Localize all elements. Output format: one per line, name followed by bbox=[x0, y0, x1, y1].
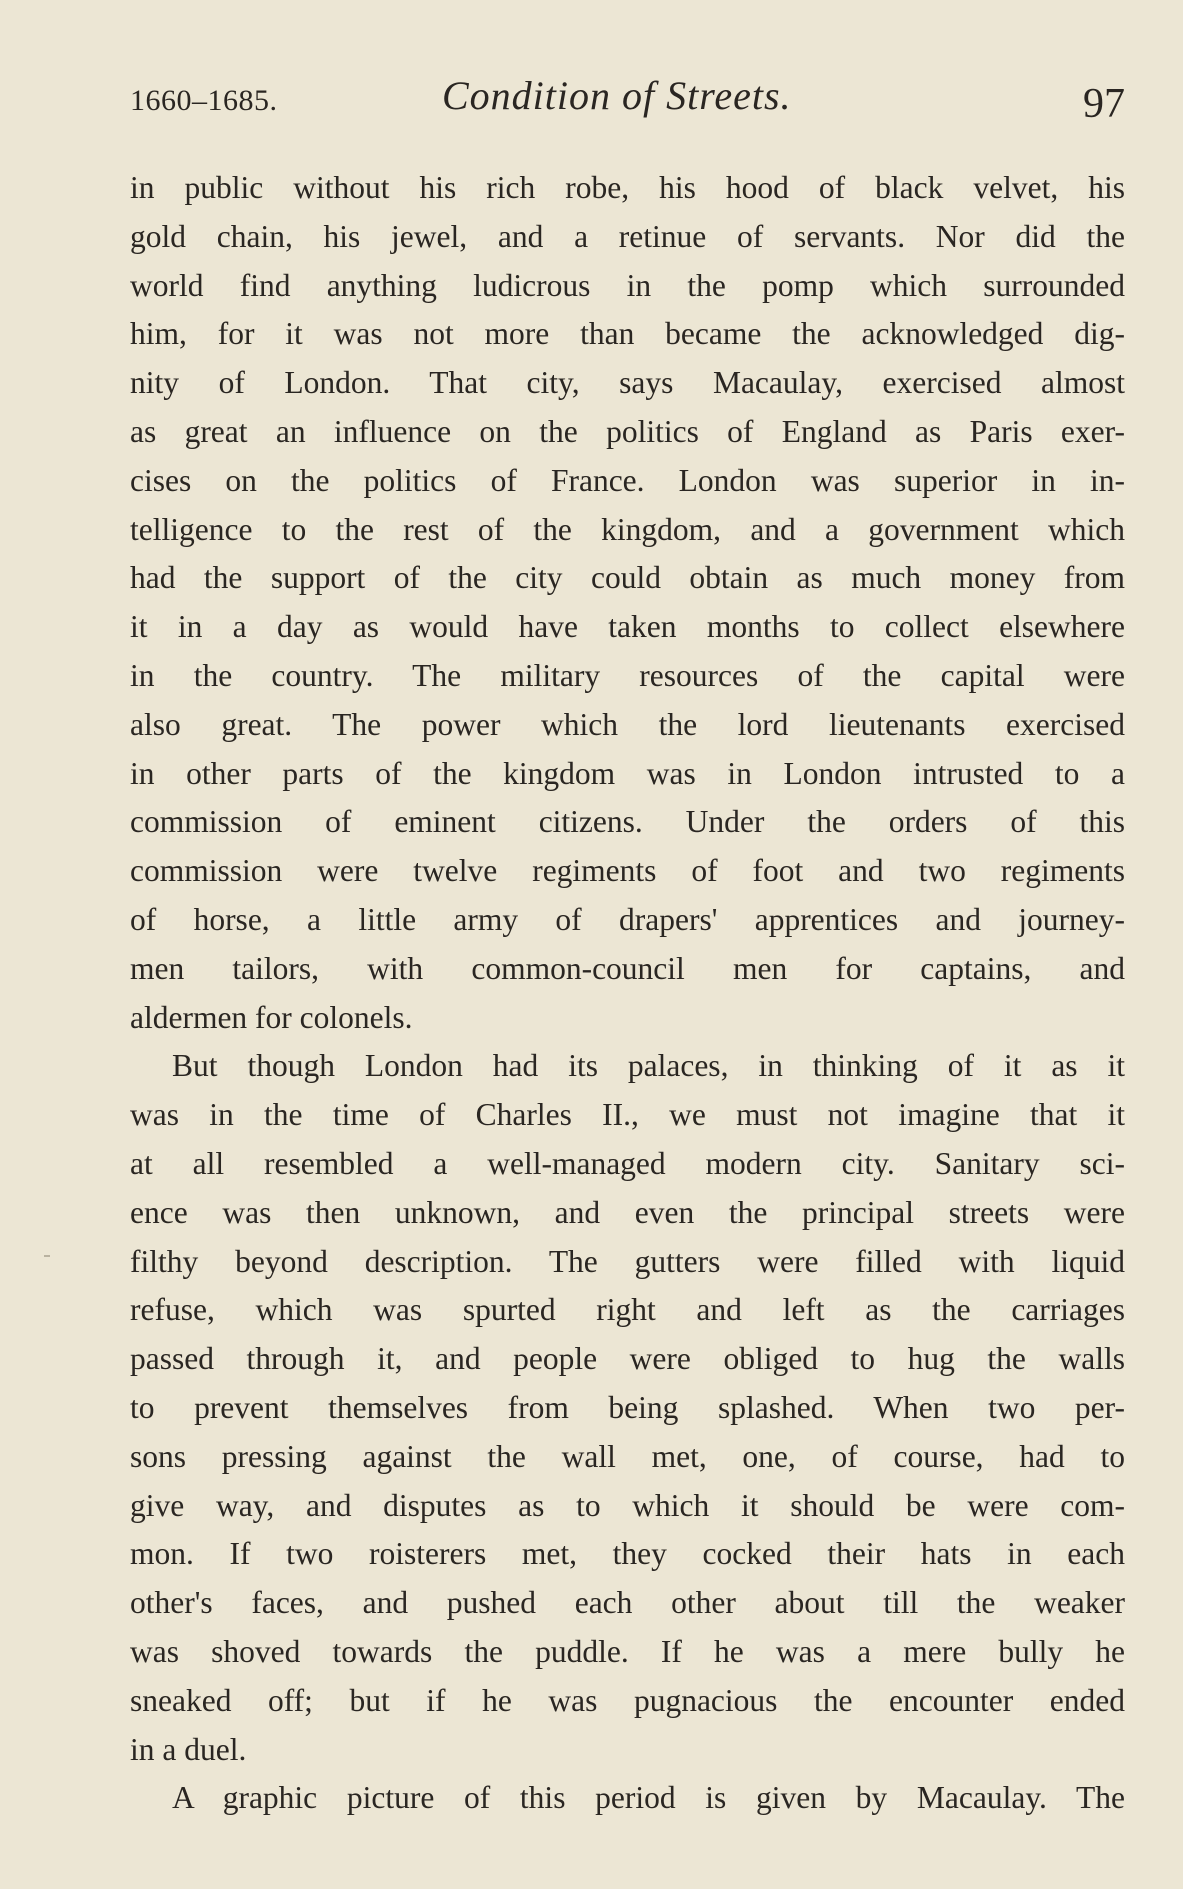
text-line: as great an influence on the politics of England as Paris exer- bbox=[130, 413, 1125, 449]
running-head bbox=[130, 70, 1125, 130]
text-line: in the country. The military resources of the capital were bbox=[130, 657, 1125, 693]
text-line: also great. The power which the lord lieutenants exercised bbox=[130, 706, 1125, 742]
text-line: world find anything ludicrous in the pomp which surrounded bbox=[130, 267, 1125, 303]
text-line: men tailors, with common-council men for captains, and bbox=[130, 950, 1125, 986]
header-dates: 1660–1685. bbox=[130, 84, 278, 117]
body-text bbox=[130, 164, 1125, 1823]
text-line: cises on the politics of France. London was superior in in- bbox=[130, 462, 1125, 498]
paragraph-end-line: aldermen for colonels. bbox=[130, 999, 413, 1035]
text-line: it in a day as would have taken months to collect elsewhere bbox=[130, 609, 1125, 645]
text-line: ence was then unknown, and even the principal streets were bbox=[130, 1194, 1125, 1230]
text-line: in public without his rich robe, his hood of black velvet, his bbox=[130, 170, 1125, 205]
text-line: gold chain, his jewel, and a retinue of servants. Nor did the bbox=[130, 218, 1125, 254]
text-line: at all resembled a well-managed modern city. Sanitary sci- bbox=[130, 1145, 1125, 1181]
text-line: had the support of the city could obtain as much money from bbox=[130, 560, 1125, 596]
text-line: sneaked off; but if he was pugnacious the encounter ended bbox=[130, 1682, 1125, 1718]
text-line: mon. If two roisterers met, they cocked their hats in each bbox=[130, 1536, 1125, 1572]
margin-mark bbox=[44, 1255, 50, 1257]
paragraph-start-line: But though London had its palaces, in thinking of it as it bbox=[172, 1048, 1125, 1084]
text-line: filthy beyond description. The gutters were filled with liquid bbox=[130, 1243, 1125, 1279]
text-line: was in the time of Charles II., we must not imagine that it bbox=[130, 1097, 1125, 1133]
text-line: in other parts of the kingdom was in London intrusted to a bbox=[130, 755, 1125, 791]
text-line: other's faces, and pushed each other about till the weaker bbox=[130, 1585, 1125, 1621]
text-line: to prevent themselves from being splashed. When two per- bbox=[130, 1389, 1125, 1425]
text-line: telligence to the rest of the kingdom, and a government which bbox=[130, 511, 1125, 547]
text-line: of horse, a little army of drapers' apprentices and journey- bbox=[130, 901, 1125, 937]
text-line: sons pressing against the wall met, one, of course, had to bbox=[130, 1438, 1125, 1474]
text-line: nity of London. That city, says Macaulay, exercised almost bbox=[130, 365, 1125, 401]
paragraph-start-line: A graphic picture of this period is given by Macaulay. The bbox=[172, 1780, 1125, 1816]
text-line: him, for it was not more than became the acknowledged dig- bbox=[130, 316, 1125, 352]
text-line: refuse, which was spurted right and left as the carriages bbox=[130, 1292, 1125, 1328]
text-line: commission of eminent citizens. Under the orders of this bbox=[130, 804, 1125, 840]
page-number: 97 bbox=[1083, 81, 1125, 127]
text-line: passed through it, and people were obliged to hug the walls bbox=[130, 1341, 1125, 1377]
text-line: give way, and disputes as to which it should be were com- bbox=[130, 1487, 1125, 1523]
paragraph-end-line: in a duel. bbox=[130, 1731, 247, 1767]
text-line: commission were twelve regiments of foot and two regiments bbox=[130, 853, 1125, 889]
header-title: Condition of Streets. bbox=[442, 73, 792, 118]
text-line: was shoved towards the puddle. If he was a mere bully he bbox=[130, 1633, 1125, 1669]
